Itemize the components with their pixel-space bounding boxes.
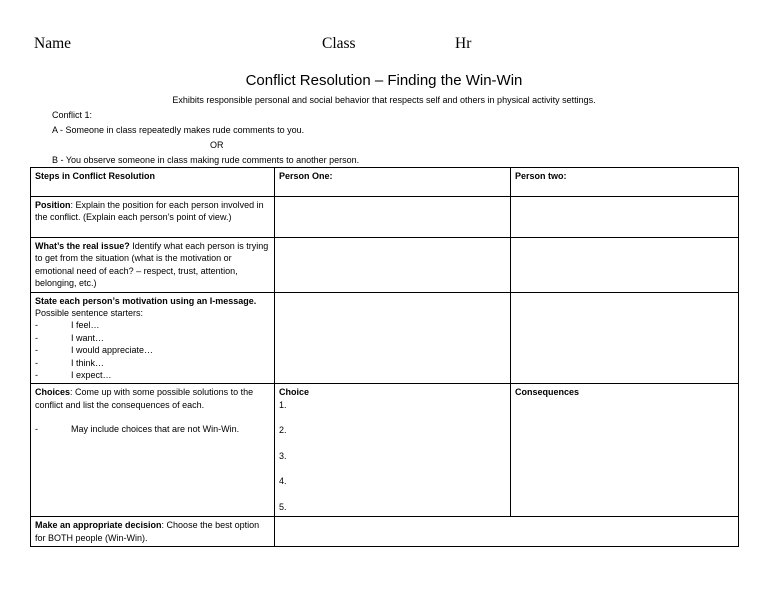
table-row-i-message — [31, 292, 739, 384]
choice-number: 4. — [279, 476, 287, 487]
decision-cell[interactable] — [275, 517, 739, 547]
table-row-choices — [31, 384, 739, 517]
person-two-issue-cell[interactable] — [511, 238, 739, 293]
conflict-label: Conflict 1: — [52, 110, 93, 120]
starter-item: - I feel… — [35, 319, 270, 331]
person-two-i-message-cell[interactable] — [511, 292, 739, 384]
table-row-decision — [31, 517, 739, 547]
choice-number: 3. — [279, 450, 287, 461]
step-real-issue — [31, 238, 275, 293]
header-person-one: Person One: — [275, 168, 511, 197]
choice-number: 5. — [279, 501, 287, 512]
choice-number: 2. — [279, 425, 287, 436]
step-choices — [31, 384, 275, 517]
step-position-title: Position — [35, 200, 71, 210]
starter-item: - I expect… — [35, 369, 270, 381]
step-position-text: : Explain the position for each person involved in the conflict. (Explain each person’s point of view.) — [35, 200, 264, 223]
choice-number: 1. — [279, 399, 287, 410]
page-title: Conflict Resolution – Finding the Win-Win — [245, 72, 523, 89]
starter-item: - I want… — [35, 332, 270, 344]
starter-item: - I would appreciate… — [35, 344, 270, 356]
step-position — [31, 197, 275, 238]
step-decision — [31, 517, 275, 547]
conflict-or: OR — [210, 140, 224, 150]
consequences-header: Consequences — [515, 387, 580, 398]
sentence-starters-list — [35, 319, 270, 381]
starter-item: - I think… — [35, 357, 270, 369]
step-real-issue-text: Identify what each person is trying to get from the situation (what is the motivation or emotional need of each? – respect, trust, attention, belonging, etc.) — [35, 241, 269, 289]
conflict-option-b: B - You observe someone in class making rude comments to another person. — [52, 155, 360, 165]
person-two-position-cell[interactable] — [511, 197, 739, 238]
sentence-starters-intro: Possible sentence starters: — [35, 308, 144, 319]
choices-note: - May include choices that are not Win-Win. — [35, 423, 270, 435]
step-i-message-title: State each person’s motivation using an I-message. — [35, 295, 257, 306]
table-row-position — [31, 197, 739, 238]
header-person-two: Person two: — [511, 168, 739, 197]
header-steps: Steps in Conflict Resolution — [31, 168, 275, 197]
step-i-message — [31, 292, 275, 384]
consequences-cell[interactable] — [511, 384, 739, 517]
person-one-issue-cell[interactable] — [275, 238, 511, 293]
choice-header: Choice — [279, 387, 310, 398]
hour-label: Hr — [455, 35, 472, 52]
table-header-row — [31, 168, 739, 197]
resolution-table — [30, 167, 739, 547]
choice-cell[interactable] — [275, 384, 511, 517]
page-subtitle: Exhibits responsible personal and social behavior that respects self and others in physical activity settings. — [172, 95, 596, 105]
person-one-position-cell[interactable] — [275, 197, 511, 238]
step-real-issue-title: What’s the real issue? — [35, 241, 130, 251]
name-label: Name — [34, 35, 72, 52]
class-label: Class — [322, 35, 356, 52]
table-row-real-issue — [31, 238, 739, 293]
step-choices-title: Choices — [35, 387, 71, 398]
step-choices-text: : Come up with some possible solutions to the conflict and list the consequences of each. — [35, 387, 254, 410]
conflict-option-a: A - Someone in class repeatedly makes rude comments to you. — [52, 125, 305, 135]
step-decision-title: Make an appropriate decision — [35, 520, 162, 531]
person-one-i-message-cell[interactable] — [275, 292, 511, 384]
step-decision-text: : Choose the best option for BOTH people (Win-Win). — [35, 520, 260, 543]
